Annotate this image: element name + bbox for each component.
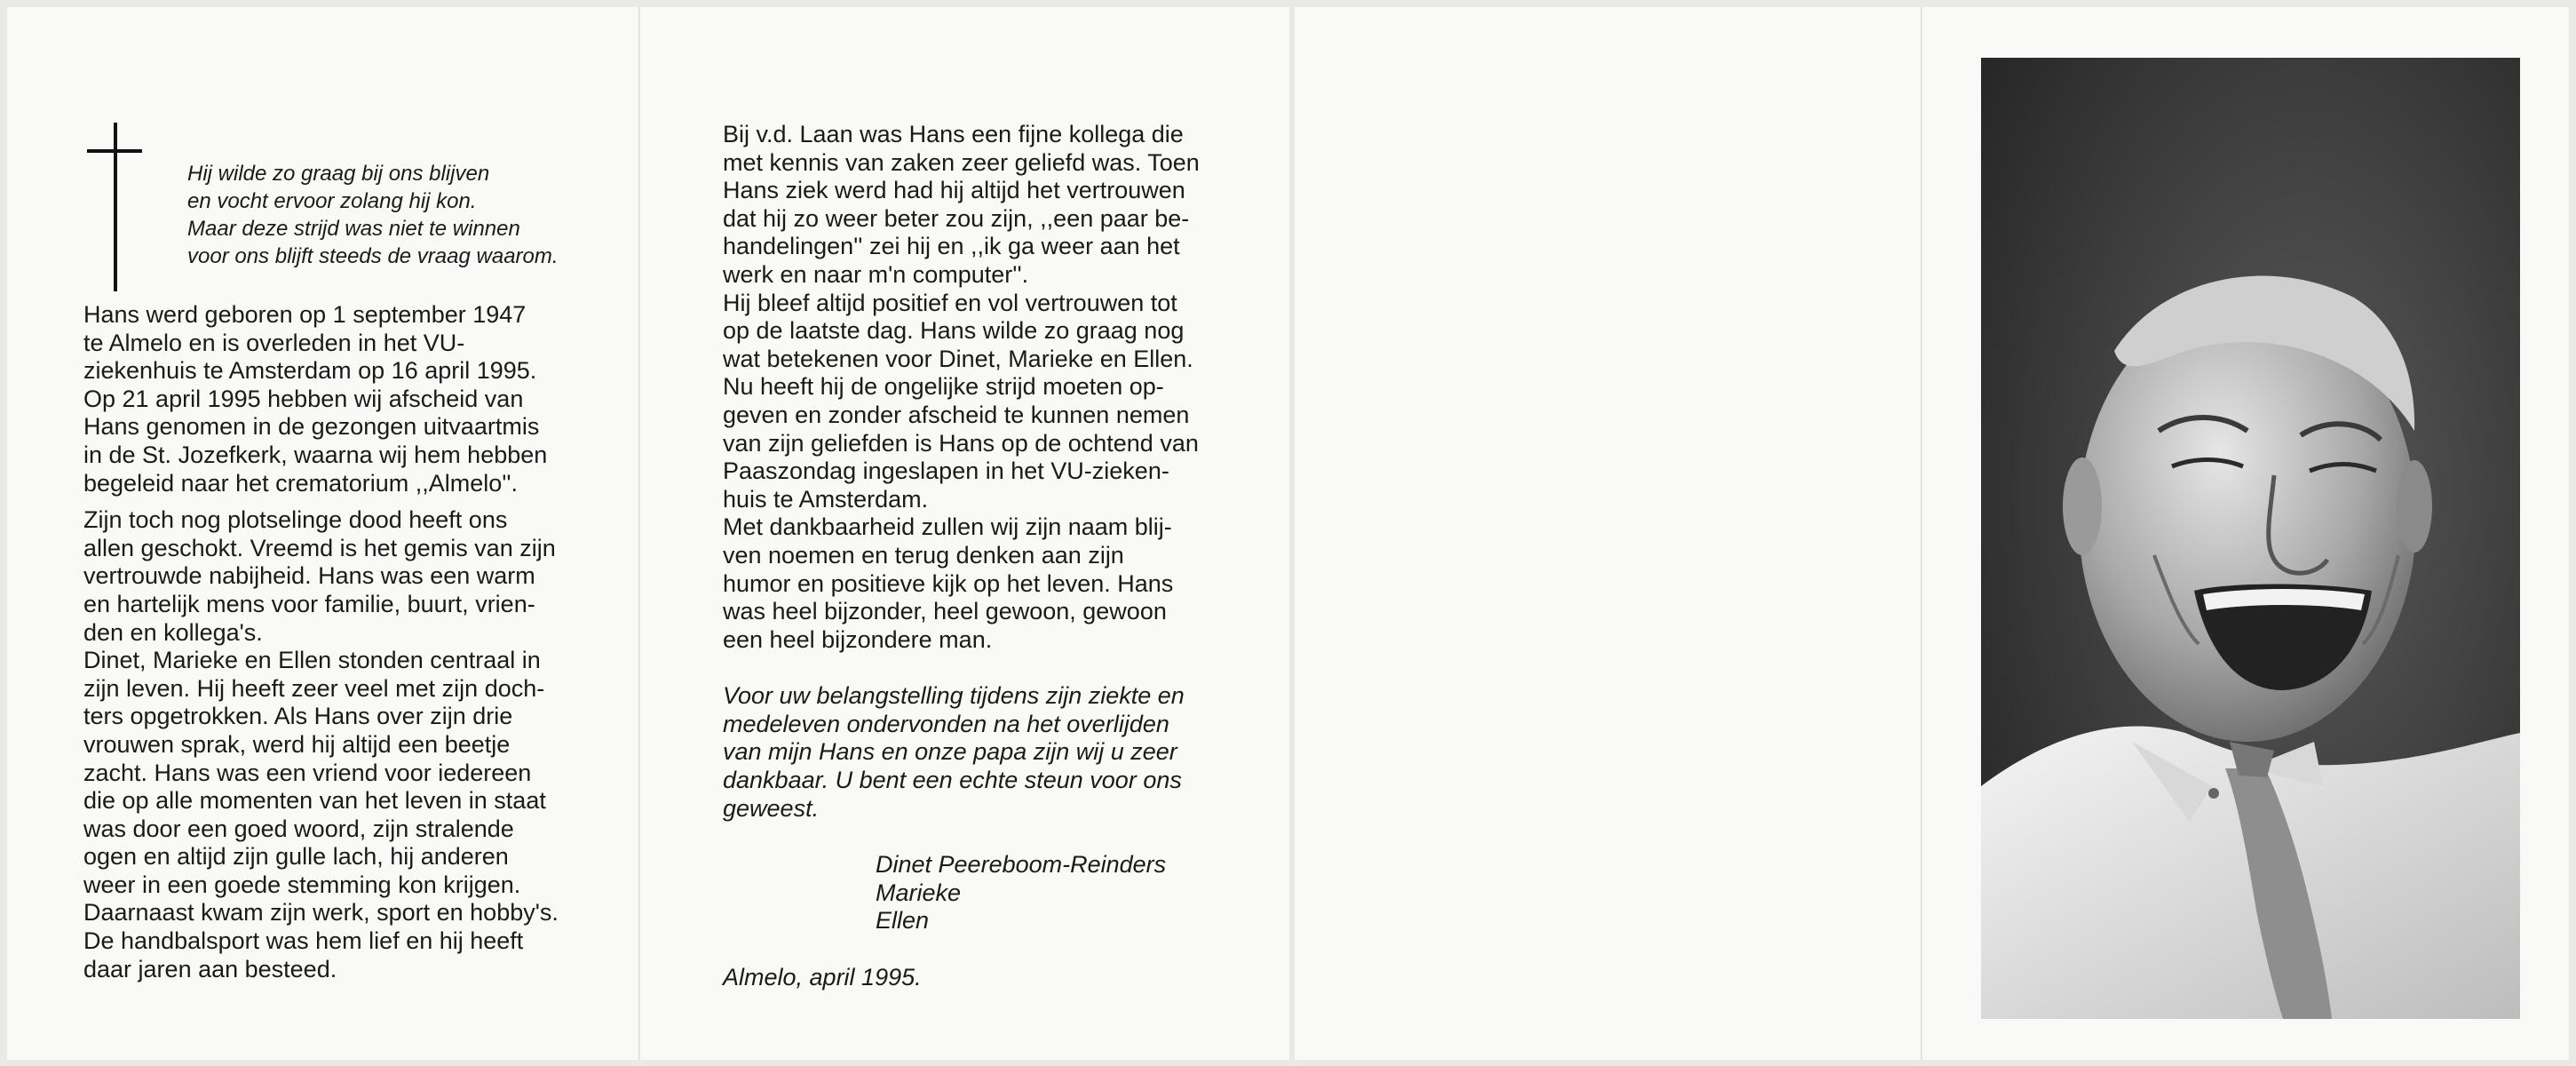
text-line: Hans ziek werd had hij altijd het vertrouwen: [723, 177, 1185, 204]
text-line: vrouwen sprak, werd hij altijd een beetje: [83, 730, 511, 758]
fold-line: [638, 7, 640, 1060]
paragraph-gap: [723, 935, 1238, 964]
thanks-paragraph: [723, 682, 1238, 823]
text-line: van zijn geliefden is Hans op de ochtend van: [723, 429, 1199, 457]
verse-line: en vocht ervoor zolang hij kon.: [187, 189, 477, 213]
text-line: Zijn toch nog plotselinge dood heeft ons: [83, 506, 508, 534]
text-line: allen geschokt. Vreemd is het gemis van zijn: [83, 534, 556, 561]
text-line: geven en zonder afscheid te kunnen nemen: [723, 401, 1190, 428]
biography-paragraph: [83, 301, 581, 497]
text-line: wat betekenen voor Dinet, Marieke en Ellen.: [723, 345, 1193, 372]
text-line: Met dankbaarheid zullen wij zijn naam blij-: [723, 513, 1172, 541]
verse-line: Hij wilde zo graag bij ons blijven: [187, 162, 490, 186]
text-line: dat hij zo weer beter zou zijn, ,,een paar be-: [723, 204, 1190, 232]
text-line: ters opgetrokken. Als Hans over zijn drie: [83, 703, 513, 730]
text-line: ogen en altijd zijn gulle lach, hij anderen: [83, 843, 509, 871]
biography-paragraph: [723, 121, 1238, 654]
text-line: geweest.: [723, 794, 820, 822]
text-line: was door een goed woord, zijn stralende: [83, 815, 514, 842]
biography-column-1: [83, 301, 581, 983]
signature-name: Marieke: [876, 879, 962, 906]
paragraph-gap: [723, 654, 1238, 682]
text-line: Hans genomen in de gezongen uitvaartmis: [83, 413, 540, 441]
text-line: te Almelo en is overleden in het VU-: [83, 329, 465, 356]
text-line: in de St. Jozefkerk, waarna wij hem hebben: [83, 441, 548, 468]
text-line: Op 21 april 1995 hebben wij afscheid van: [83, 385, 524, 412]
text-line: zijn leven. Hij heeft zeer veel met zijn doch-: [83, 674, 545, 702]
text-line: humor en positieve kijk op het leven. Hans: [723, 569, 1174, 597]
text-line: weer in een goede stemming kon krijgen.: [83, 871, 521, 898]
ear-left: [2063, 457, 2102, 555]
biography-paragraph: [83, 506, 581, 983]
text-line: Hans werd geboren op 1 september 1947: [83, 301, 527, 328]
memorial-verse: [187, 160, 559, 270]
text-line: dankbaar. U bent een echte steun voor ons: [723, 767, 1182, 794]
text-line: ziekenhuis te Amsterdam op 16 april 1995.: [83, 357, 537, 385]
text-line: Dinet, Marieke en Ellen stonden centraal in: [83, 647, 541, 674]
text-line: Voor uw belangstelling tijdens zijn ziekte en: [723, 682, 1185, 710]
text-line: vertrouwde nabijheid. Hans was een warm: [83, 562, 535, 590]
text-line: handelingen'' zei hij en ,,ik ga weer aan het: [723, 233, 1180, 260]
place-date: Almelo, april 1995.: [723, 964, 922, 991]
text-line: ven noemen en terug denken aan zijn: [723, 541, 1124, 569]
text-line: begeleid naar het crematorium ,,Almelo''.: [83, 469, 519, 497]
paragraph-gap: [83, 497, 581, 506]
text-line: op de laatste dag. Hans wilde zo graag nog: [723, 317, 1185, 345]
text-line: een heel bijzondere man.: [723, 625, 993, 653]
text-line: met kennis van zaken zeer geliefd was. Toen: [723, 148, 1200, 176]
text-line: Paaszondag ingeslapen in het VU-zieken-: [723, 457, 1169, 485]
text-line: daar jaren aan besteed.: [83, 955, 337, 982]
text-line: Nu heeft hij de ongelijke strijd moeten op-: [723, 373, 1164, 401]
text-line: De handbalsport was hem lief en hij heeft: [83, 927, 524, 955]
text-line: en hartelijk mens voor familie, buurt, vrien-: [83, 590, 535, 617]
signature-name: Ellen: [876, 907, 930, 935]
cross-icon: [114, 123, 117, 291]
text-line: huis te Amsterdam.: [723, 485, 929, 513]
card-inside-left: [7, 7, 1289, 1060]
fold-line: [1921, 7, 1922, 1060]
text-line: Daarnaast kwam zijn werk, sport en hobby's.: [83, 899, 559, 927]
biography-column-2: [723, 121, 1238, 992]
paragraph-gap: [723, 823, 1238, 851]
shirt-button: [2208, 788, 2219, 799]
text-line: Bij v.d. Laan was Hans een fijne kollega die: [723, 121, 1184, 147]
text-line: medeleven ondervonden na het overlijden: [723, 710, 1169, 737]
text-line: van mijn Hans en onze papa zijn wij u zeer: [723, 738, 1177, 766]
text-line: zacht. Hans was een vriend voor iedereen: [83, 759, 532, 786]
verse-line: voor ons blijft steeds de vraag waarom.: [187, 244, 559, 268]
portrait-photo: [1981, 58, 2520, 1019]
portrait-illustration: [1981, 58, 2520, 1019]
ear-right: [2397, 460, 2432, 553]
signature-name: Dinet Peereboom-Reinders: [876, 851, 1167, 879]
text-line: den en kollega's.: [83, 618, 263, 646]
cross-icon-bar: [87, 149, 142, 153]
text-line: die op alle momenten van het leven in staat: [83, 787, 546, 815]
signatures: [723, 851, 1238, 935]
text-line: was heel bijzonder, heel gewoon, gewoon: [723, 598, 1167, 625]
text-line: Hij bleef altijd positief en vol vertrouwen tot: [723, 289, 1177, 316]
verse-line: Maar deze strijd was niet te winnen: [187, 217, 520, 241]
text-line: werk en naar m'n computer''.: [723, 260, 1029, 288]
